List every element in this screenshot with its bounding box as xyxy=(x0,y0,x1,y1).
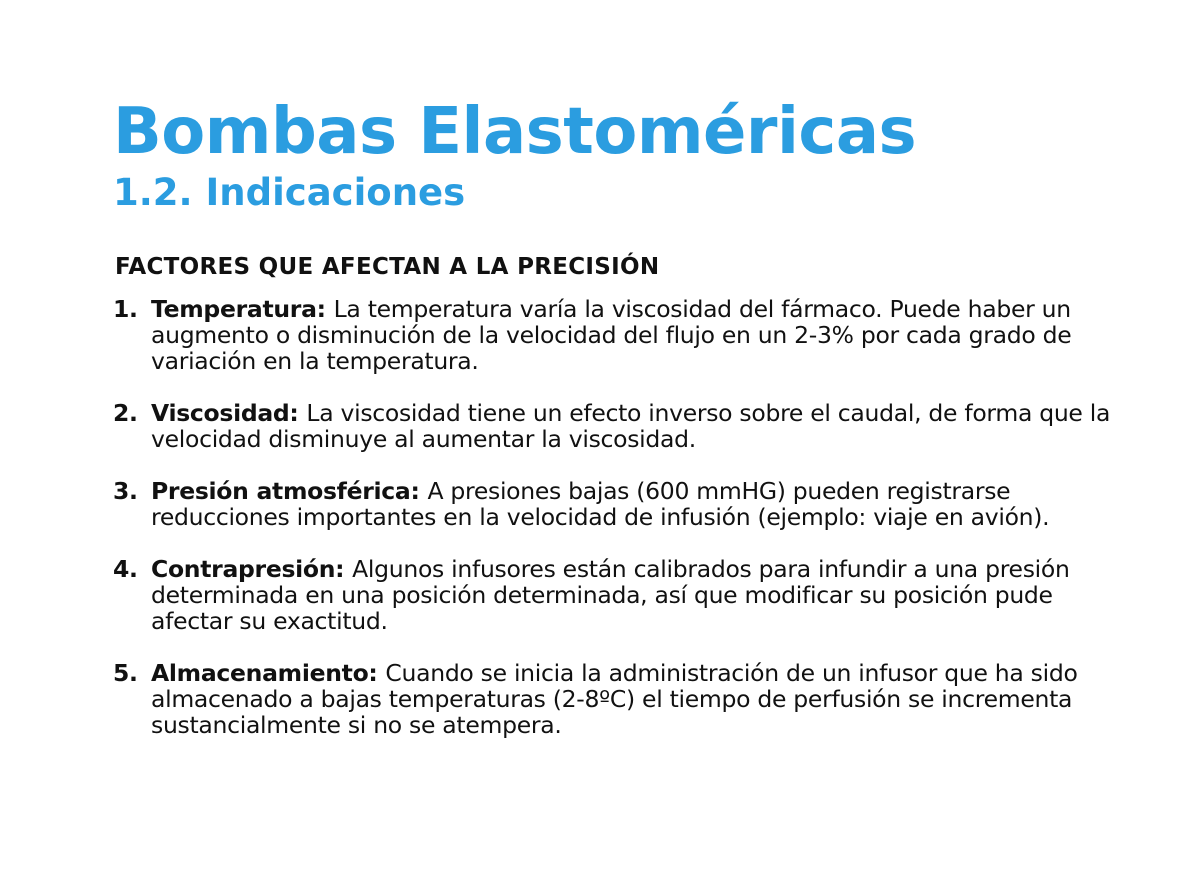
page-title: Bombas Elastoméricas xyxy=(113,95,917,169)
factor-item-atmospheric-pressure xyxy=(113,478,1123,530)
page-subtitle: 1.2. Indicaciones xyxy=(113,171,466,214)
factor-label: Almacenamiento: xyxy=(151,659,386,687)
factor-text: Cuando se inicia la administración de un infusor que ha sido almacenado a bajas temperaturas (2-8ºC) el tiempo de perfusión se incrementa sustancialmente si no se atempera. xyxy=(151,659,1078,739)
factor-label: Contrapresión: xyxy=(151,555,353,583)
factor-text: La viscosidad tiene un efecto inverso sobre el caudal, de forma que la velocidad disminuye al aumentar la viscosidad. xyxy=(151,399,1111,453)
factor-label: Presión atmosférica: xyxy=(151,477,428,505)
factor-item-back-pressure xyxy=(113,556,1123,634)
factor-number: 3. xyxy=(113,477,138,505)
factor-text: A presiones bajas (600 mmHG) pueden registrarse reducciones importantes en la velocidad de infusión (ejemplo: viaje en avión). xyxy=(151,477,1050,531)
factor-list xyxy=(113,296,1123,764)
factor-item-viscosity xyxy=(113,400,1123,452)
factor-number: 2. xyxy=(113,399,138,427)
factor-text: La temperatura varía la viscosidad del fármaco. Puede haber un augmento o disminución de la velocidad del flujo en un 2-3% por cada grado de variación en la temperatura. xyxy=(151,295,1072,375)
factor-item-temperature xyxy=(113,296,1123,374)
section-heading: FACTORES QUE AFECTAN A LA PRECISIÓN xyxy=(115,254,660,280)
factor-text: Algunos infusores están calibrados para infundir a una presión determinada en una posición determinada, así que modificar su posición pude afectar su exactitud. xyxy=(151,555,1070,635)
factor-number: 1. xyxy=(113,295,138,323)
factor-label: Viscosidad: xyxy=(151,399,307,427)
factor-label: Temperatura: xyxy=(151,295,334,323)
factor-number: 4. xyxy=(113,555,138,583)
factor-number: 5. xyxy=(113,659,138,687)
factor-item-storage xyxy=(113,660,1123,738)
